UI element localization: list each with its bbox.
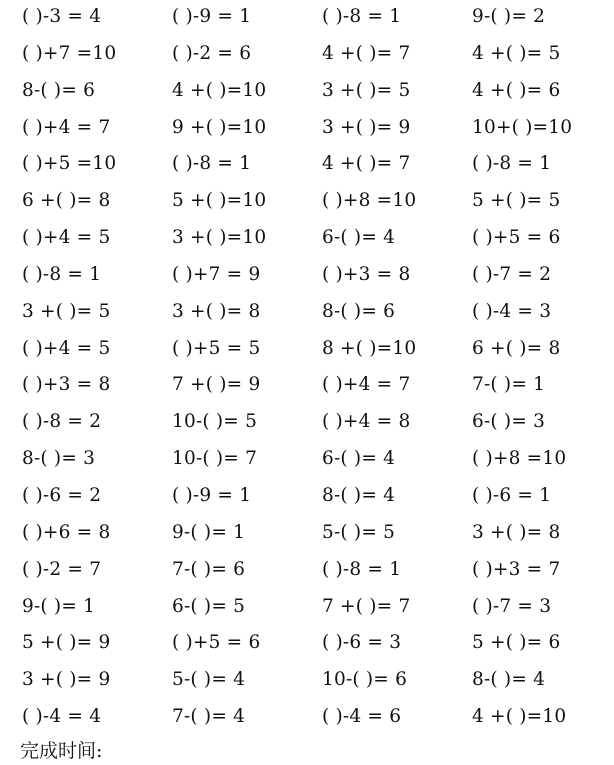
completion-time-label: 完成时间: bbox=[20, 740, 103, 762]
math-problem: ( )+8 =10 bbox=[322, 190, 417, 212]
math-problem: ( )+8 =10 bbox=[472, 448, 567, 470]
math-problem: 6 +( )= 8 bbox=[472, 337, 561, 359]
math-problem: ( )+6 = 8 bbox=[22, 521, 111, 543]
math-problem: ( )-8 = 2 bbox=[22, 411, 102, 433]
math-problem: ( )-8 = 1 bbox=[22, 263, 102, 285]
math-problem: 5 +( )= 5 bbox=[472, 190, 561, 212]
math-problem: ( )+4 = 5 bbox=[22, 227, 111, 249]
math-problem: 8-( )= 6 bbox=[322, 300, 396, 322]
math-problem: 10-( )= 5 bbox=[172, 411, 258, 433]
math-problem: 8-( )= 4 bbox=[472, 669, 546, 691]
math-problem: 10-( )= 6 bbox=[322, 669, 408, 691]
math-problem: 4 +( )=10 bbox=[472, 706, 567, 728]
math-problem: ( )-6 = 2 bbox=[22, 484, 102, 506]
math-problem: ( )-7 = 3 bbox=[472, 595, 552, 617]
math-problem: 7-( )= 4 bbox=[172, 706, 246, 728]
math-problem: ( )-2 = 7 bbox=[22, 558, 102, 580]
math-problem: 8-( )= 3 bbox=[22, 448, 96, 470]
math-problem: ( )-6 = 1 bbox=[472, 484, 552, 506]
math-problem: 9-( )= 1 bbox=[172, 521, 246, 543]
math-problem: 8-( )= 6 bbox=[22, 79, 96, 101]
math-problem: 7-( )= 6 bbox=[172, 558, 246, 580]
math-problem: 6-( )= 3 bbox=[472, 411, 546, 433]
math-problem: 3 +( )= 9 bbox=[22, 669, 111, 691]
math-problem: 3 +( )= 5 bbox=[322, 79, 411, 101]
math-problem: 7-( )= 1 bbox=[472, 374, 546, 396]
math-problem: ( )+5 = 6 bbox=[472, 227, 561, 249]
math-problem: ( )+7 = 9 bbox=[172, 263, 261, 285]
math-problem: 3 +( )= 9 bbox=[322, 116, 411, 138]
math-problem: 4 +( )= 7 bbox=[322, 42, 411, 64]
math-problem: 3 +( )= 8 bbox=[472, 521, 561, 543]
math-problem: 6-( )= 4 bbox=[322, 227, 396, 249]
math-problem: ( )-8 = 1 bbox=[472, 153, 552, 175]
math-problem: ( )+3 = 7 bbox=[472, 558, 561, 580]
math-problem: ( )+3 = 8 bbox=[322, 263, 411, 285]
math-problem: 4 +( )=10 bbox=[172, 79, 267, 101]
math-problem: 8 +( )=10 bbox=[322, 337, 417, 359]
math-problem: 8-( )= 4 bbox=[322, 484, 396, 506]
math-problem: ( )+5 =10 bbox=[22, 153, 117, 175]
math-problem: ( )-2 = 6 bbox=[172, 42, 252, 64]
math-problem: 5-( )= 4 bbox=[172, 669, 246, 691]
math-problem: ( )-4 = 6 bbox=[322, 706, 402, 728]
math-problem: ( )-8 = 1 bbox=[172, 153, 252, 175]
math-problem: ( )-9 = 1 bbox=[172, 484, 252, 506]
math-problem: 5 +( )= 9 bbox=[22, 632, 111, 654]
math-problem: 3 +( )= 8 bbox=[172, 300, 261, 322]
math-problem: 6-( )= 5 bbox=[172, 595, 246, 617]
math-problem: ( )-6 = 3 bbox=[322, 632, 402, 654]
problem-grid bbox=[22, 3, 612, 740]
math-problem: ( )-8 = 1 bbox=[322, 558, 402, 580]
math-problem: 6 +( )= 8 bbox=[22, 190, 111, 212]
math-problem: ( )-9 = 1 bbox=[172, 6, 252, 27]
math-problem: 5-( )= 5 bbox=[322, 521, 396, 543]
math-problem: 10-( )= 7 bbox=[172, 448, 258, 470]
math-problem: 5 +( )=10 bbox=[172, 190, 267, 212]
math-problem: 3 +( )= 5 bbox=[22, 300, 111, 322]
math-problem: 9 +( )=10 bbox=[172, 116, 267, 138]
math-problem: ( )+5 = 6 bbox=[172, 632, 261, 654]
math-problem: 7 +( )= 7 bbox=[322, 595, 411, 617]
math-problem: 9-( )= 2 bbox=[472, 6, 546, 27]
math-problem: ( )-3 = 4 bbox=[22, 6, 102, 27]
math-problem: 10+( )=10 bbox=[472, 116, 573, 138]
math-problem: ( )+4 = 8 bbox=[322, 411, 411, 433]
math-problem: ( )+5 = 5 bbox=[172, 337, 261, 359]
math-problem: ( )-4 = 3 bbox=[472, 300, 552, 322]
math-problem: 9-( )= 1 bbox=[22, 595, 96, 617]
math-problem: ( )-8 = 1 bbox=[322, 6, 402, 27]
math-problem: 5 +( )= 6 bbox=[472, 632, 561, 654]
math-problem: 4 +( )= 6 bbox=[472, 79, 561, 101]
math-problem: ( )+4 = 7 bbox=[322, 374, 411, 396]
math-problem: 6-( )= 4 bbox=[322, 448, 396, 470]
math-problem: ( )+3 = 8 bbox=[22, 374, 111, 396]
math-problem: ( )-4 = 4 bbox=[22, 706, 102, 728]
math-problem: ( )+4 = 7 bbox=[22, 116, 111, 138]
math-problem: ( )-7 = 2 bbox=[472, 263, 552, 285]
math-problem: ( )+4 = 5 bbox=[22, 337, 111, 359]
math-problem: 7 +( )= 9 bbox=[172, 374, 261, 396]
math-problem: ( )+7 =10 bbox=[22, 42, 117, 64]
math-problem: 4 +( )= 5 bbox=[472, 42, 561, 64]
math-problem: 4 +( )= 7 bbox=[322, 153, 411, 175]
math-problem: 3 +( )=10 bbox=[172, 227, 267, 249]
